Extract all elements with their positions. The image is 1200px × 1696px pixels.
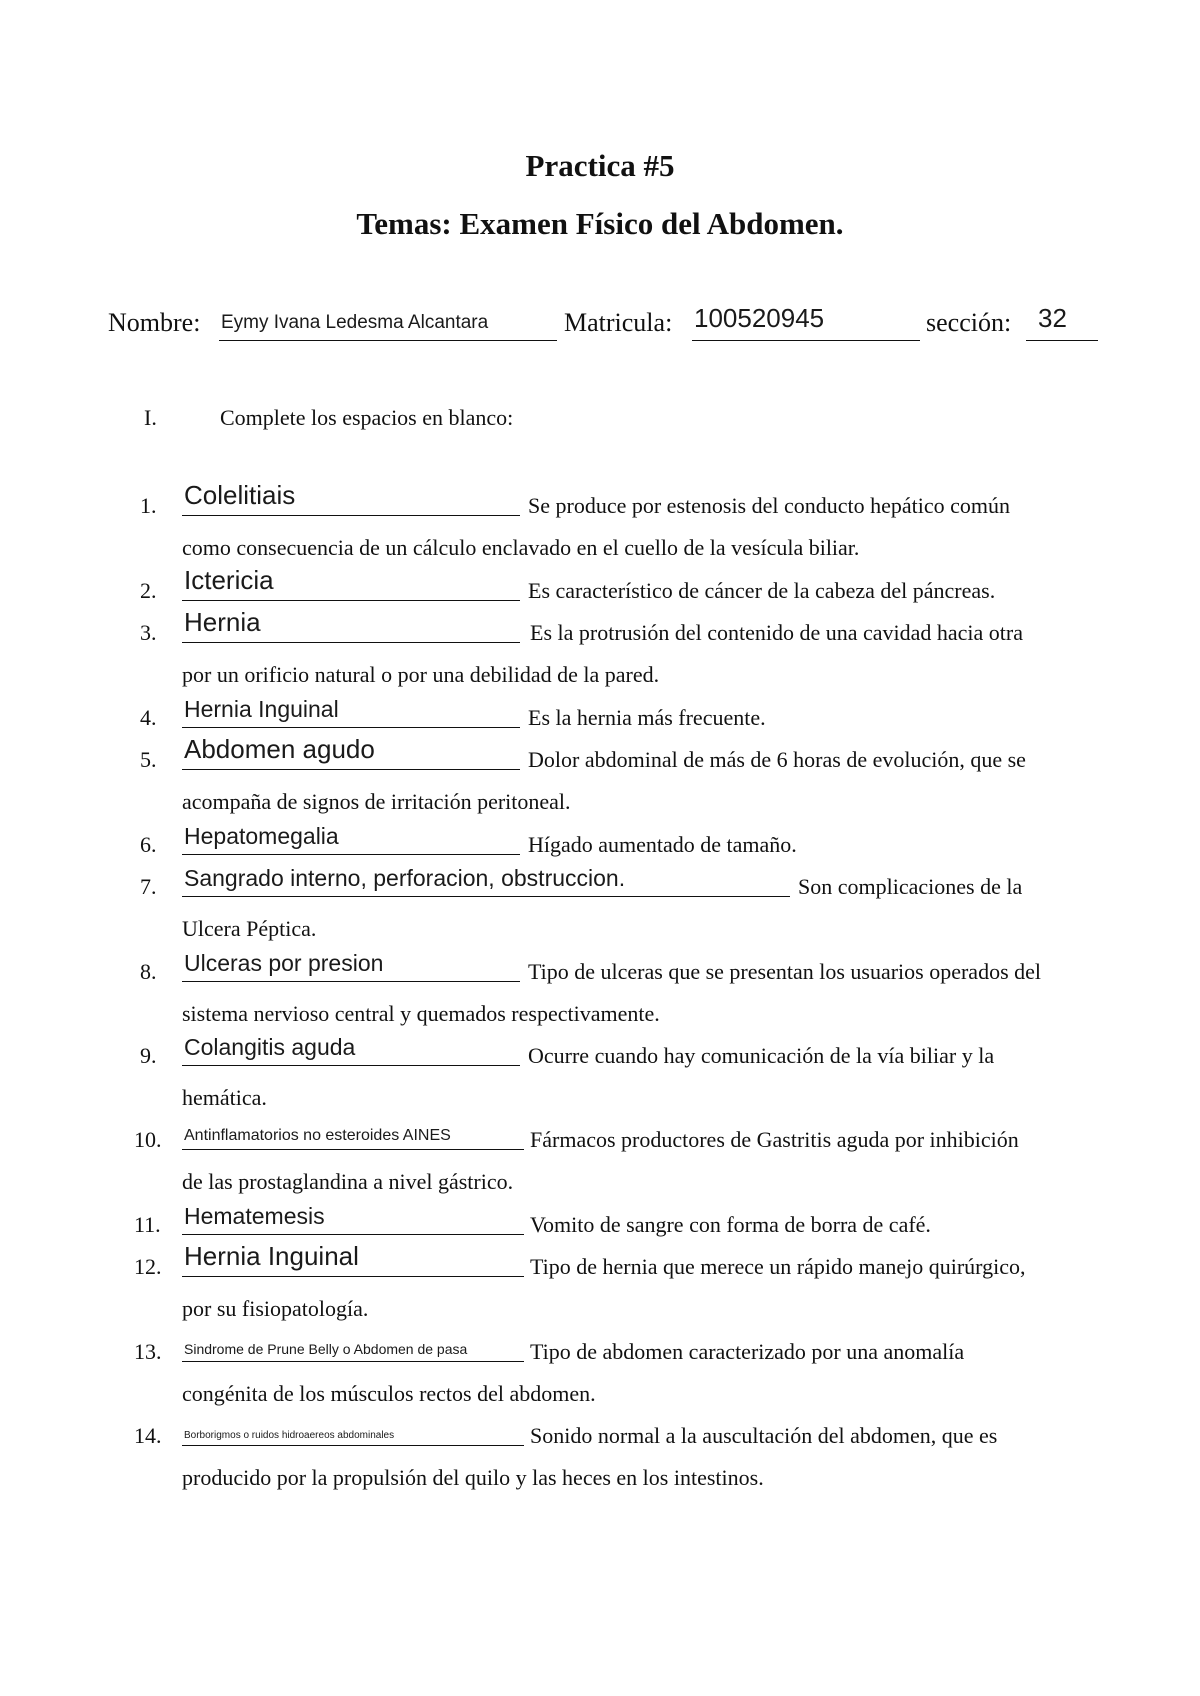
- answer-field[interactable]: [182, 607, 520, 643]
- section-number: I.: [144, 405, 157, 430]
- answer-text: Hematemesis: [184, 1203, 325, 1229]
- item-description: Se produce por estenosis del conducto hepático común: [528, 493, 1011, 518]
- item-number: 2.: [140, 578, 157, 603]
- item-description: Tipo de ulceras que se presentan los usuarios operados del: [528, 959, 1042, 984]
- answer-text: Abdomen agudo: [184, 734, 375, 764]
- section-instruction: Complete los espacios en blanco:: [220, 405, 514, 430]
- matricula-label: Matricula:: [564, 308, 673, 337]
- answer-text: Ulceras por presion: [184, 950, 384, 976]
- item-description-continued: por un orificio natural o por una debilidad de la pared.: [182, 662, 660, 687]
- item-description: Dolor abdominal de más de 6 horas de evolución, que se: [528, 747, 1026, 772]
- item-number: 9.: [140, 1043, 157, 1068]
- matricula-field[interactable]: [692, 303, 920, 341]
- item-number: 11.: [134, 1212, 161, 1237]
- answer-text: Sindrome de Prune Belly o Abdomen de pasa: [184, 1341, 468, 1357]
- item-number: 7.: [140, 874, 157, 899]
- answer-text: Borborigmos o ruidos hidroaereos abdominales: [184, 1430, 395, 1441]
- item-description-continued: hemática.: [182, 1085, 267, 1110]
- answer-field[interactable]: [182, 1417, 524, 1446]
- matricula-value: 100520945: [694, 303, 825, 333]
- page-subtitle: Temas: Examen Físico del Abdomen.: [356, 206, 844, 241]
- answer-field[interactable]: [182, 1034, 520, 1066]
- answer-text: Hepatomegalia: [184, 823, 339, 849]
- name-label: Nombre:: [108, 308, 201, 337]
- item-description: Son complicaciones de la: [798, 874, 1023, 899]
- item-description: Tipo de hernia que merece un rápido manejo quirúrgico,: [530, 1254, 1026, 1279]
- answer-text: Antinflamatorios no esteroides AINES: [184, 1127, 451, 1144]
- student-info-row: [108, 300, 1098, 340]
- item-number: 13.: [134, 1339, 162, 1364]
- item-description-continued: producido por la propulsión del quilo y las heces en los intestinos.: [182, 1465, 764, 1490]
- item-description-continued: acompaña de signos de irritación peritoneal.: [182, 789, 571, 814]
- item-number: 10.: [134, 1127, 162, 1152]
- item-number: 6.: [140, 832, 157, 857]
- answer-text: Sangrado interno, perforacion, obstruccion.: [184, 865, 626, 891]
- item-description-continued: congénita de los músculos rectos del abdomen.: [182, 1381, 596, 1406]
- item-number: 3.: [140, 620, 157, 645]
- item-description: Es la hernia más frecuente.: [528, 705, 766, 730]
- item-description: Tipo de abdomen caracterizado por una anomalía: [530, 1339, 965, 1364]
- answer-field[interactable]: [182, 950, 520, 982]
- seccion-field[interactable]: [1026, 303, 1098, 341]
- answer-field[interactable]: [182, 1241, 524, 1277]
- answer-field[interactable]: [182, 823, 520, 855]
- item-number: 8.: [140, 959, 157, 984]
- item-description-continued: como consecuencia de un cálculo enclavado en el cuello de la vesícula biliar.: [182, 535, 860, 560]
- answer-field[interactable]: [182, 734, 520, 770]
- answer-field[interactable]: [182, 1333, 524, 1362]
- page-title: Practica #5: [525, 148, 675, 183]
- answer-text: Hernia Inguinal: [184, 1241, 359, 1271]
- name-field[interactable]: [219, 310, 557, 341]
- answer-text: Colangitis aguda: [184, 1034, 356, 1060]
- seccion-value: 32: [1038, 303, 1067, 333]
- answer-text: Colelitiais: [184, 480, 296, 510]
- item-number: 14.: [134, 1423, 162, 1448]
- seccion-label: sección:: [926, 308, 1012, 337]
- answer-text: Hernia: [184, 607, 261, 637]
- item-number: 1.: [140, 493, 157, 518]
- item-description-continued: de las prostaglandina a nivel gástrico.: [182, 1169, 514, 1194]
- item-number: 5.: [140, 747, 157, 772]
- answer-field[interactable]: [182, 1203, 524, 1235]
- item-number: 4.: [140, 705, 157, 730]
- answer-text: Ictericia: [184, 565, 274, 595]
- item-description: Sonido normal a la auscultación del abdomen, que es: [530, 1423, 998, 1448]
- item-description-continued: por su fisiopatología.: [182, 1296, 369, 1321]
- answer-field[interactable]: [182, 480, 520, 516]
- answer-text: Hernia Inguinal: [184, 696, 339, 722]
- item-description: Vomito de sangre con forma de borra de café.: [530, 1212, 931, 1237]
- item-description-continued: Ulcera Péptica.: [182, 916, 317, 941]
- answer-field[interactable]: [182, 865, 790, 897]
- answer-field[interactable]: [182, 696, 520, 728]
- answer-field[interactable]: [182, 1121, 524, 1150]
- item-description-continued: sistema nervioso central y quemados respectivamente.: [182, 1001, 660, 1026]
- item-description: Es característico de cáncer de la cabeza del páncreas.: [528, 578, 996, 603]
- item-description: Ocurre cuando hay comunicación de la vía biliar y la: [528, 1043, 995, 1068]
- item-description: Es la protrusión del contenido de una cavidad hacia otra: [530, 620, 1023, 645]
- answer-field[interactable]: [182, 565, 520, 601]
- item-description: Hígado aumentado de tamaño.: [528, 832, 797, 857]
- name-value: Eymy Ivana Ledesma Alcantara: [221, 312, 489, 333]
- item-number: 12.: [134, 1254, 162, 1279]
- item-description: Fármacos productores de Gastritis aguda por inhibición: [530, 1127, 1019, 1152]
